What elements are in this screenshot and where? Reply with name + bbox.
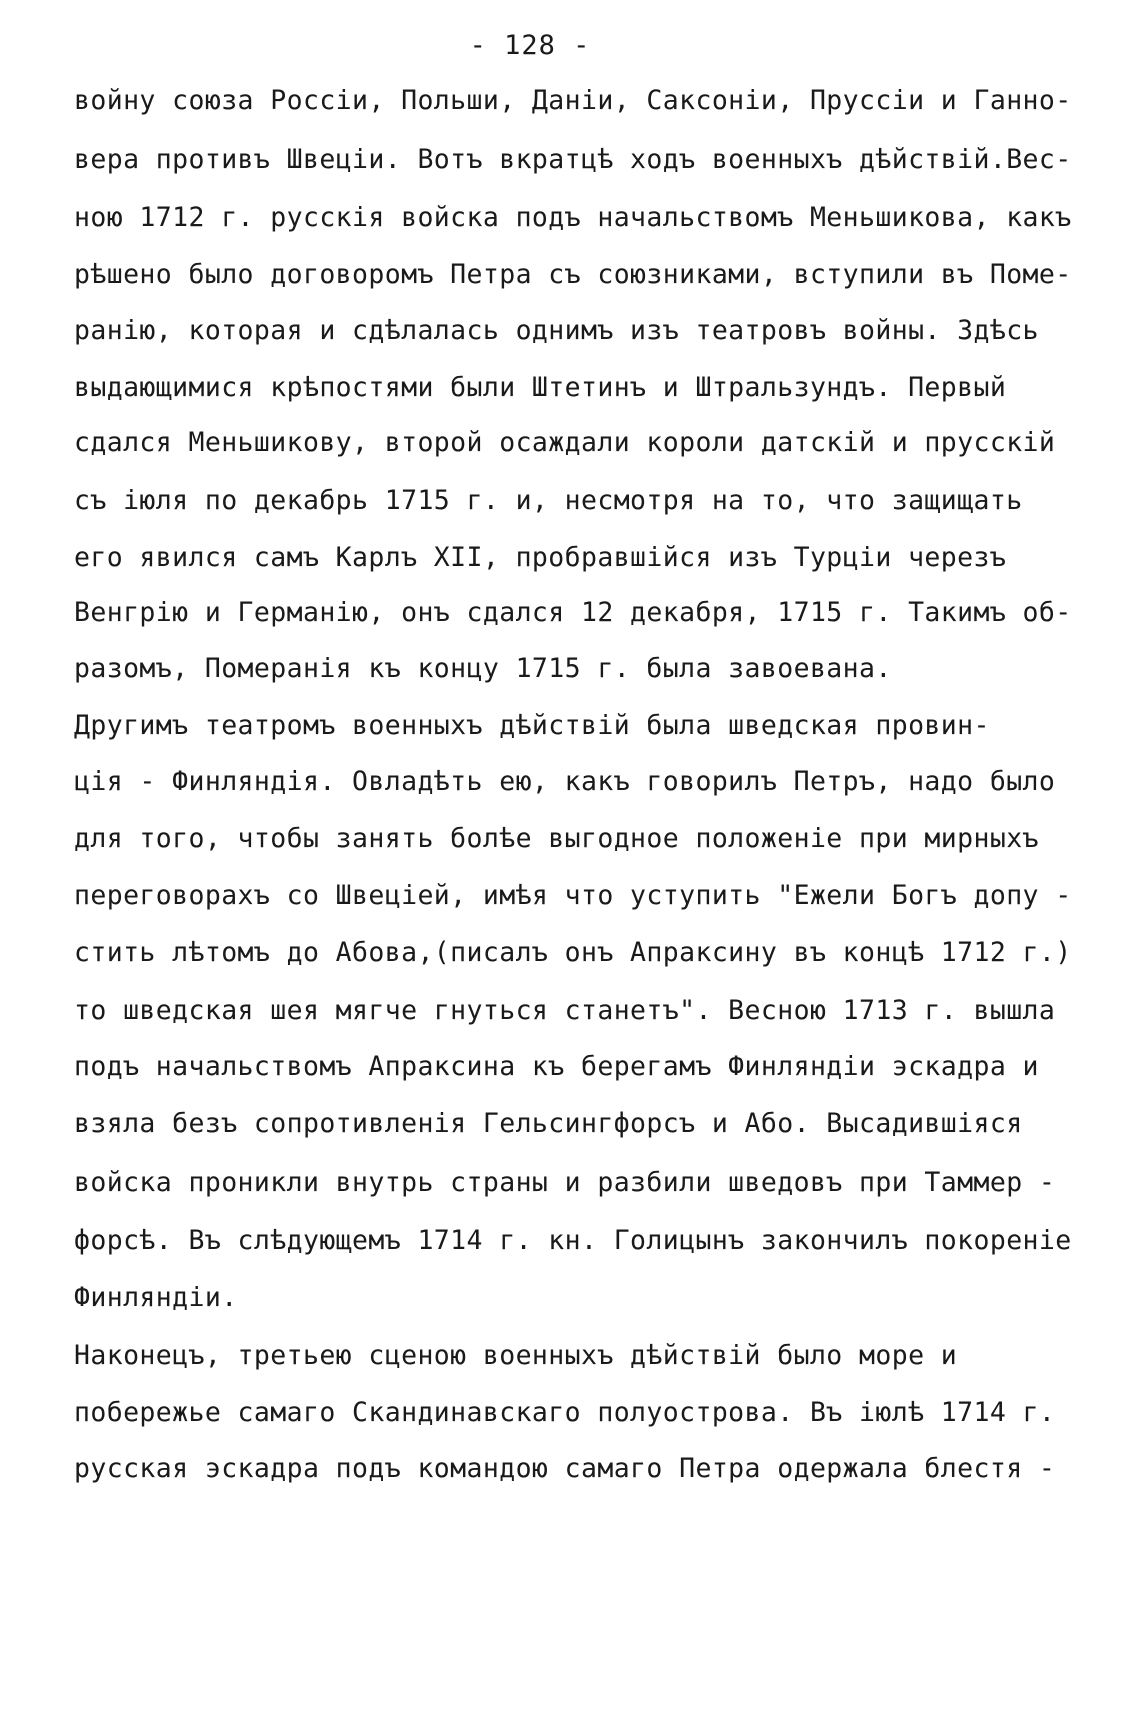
text-line: подъ начальствомъ Апраксина къ берегамъ Финляндіи эскадра и	[74, 1051, 1039, 1082]
text-line: побережье самаго Скандинавскаго полуострова. Въ іюлѣ 1714 г.	[74, 1397, 1056, 1428]
text-line: разомъ, Померанія къ концу 1715 г. была завоевана.	[74, 653, 892, 684]
text-line: вера противъ Швеціи. Вотъ вкратцѣ ходъ военныхъ дѣйствій.Вес-	[74, 144, 1072, 175]
text-line: рѣшено было договоромъ Петра съ союзниками, вступили въ Поме-	[74, 259, 1072, 290]
text-line: сдался Меньшикову, второй осаждали короли датскій и прусскій	[74, 427, 1056, 458]
text-line: то шведская шея мягче гнуться станетъ". Весною 1713 г. вышла	[74, 995, 1056, 1026]
text-line: его явился самъ Карлъ XII, пробравшійся изъ Турціи черезъ	[74, 542, 1007, 573]
text-line: ранію, которая и сдѣлалась однимъ изъ театровъ войны. Здѣсь	[74, 315, 1039, 346]
text-line: выдающимися крѣпостями были Штетинъ и Штральзундъ. Первый	[74, 372, 1007, 403]
text-line: переговорахъ со Швеціей, имѣя что уступить "Ежели Богъ допу -	[74, 880, 1072, 911]
text-line: стить лѣтомъ до Абова,(писалъ онъ Апраксину въ концѣ 1712 г.)	[74, 937, 1072, 968]
text-line: Наконецъ, третьею сценою военныхъ дѣйствій было море и	[74, 1340, 958, 1371]
text-line: съ іюля по декабрь 1715 г. и, несмотря на то, что защищать	[74, 485, 1023, 516]
text-line: ною 1712 г. русскія войска подъ начальствомъ Меньшикова, какъ	[74, 202, 1072, 233]
text-line: форсѣ. Въ слѣдующемъ 1714 г. кн. Голицынъ закончилъ покореніе	[74, 1225, 1072, 1256]
text-line: Венгрію и Германію, онъ сдался 12 декабря, 1715 г. Такимъ об-	[74, 597, 1072, 628]
text-line: Финляндіи.	[74, 1282, 238, 1313]
text-line: Другимъ театромъ военныхъ дѣйствій была шведская провин-	[74, 710, 990, 741]
text-line: войска проникли внутрь страны и разбили шведовъ при Таммер -	[74, 1167, 1056, 1198]
page-number: - 128 -	[469, 30, 591, 61]
text-line: взяла безъ сопротивленія Гельсингфорсъ и Або. Высадившіяся	[74, 1108, 1023, 1139]
text-line: для того, чтобы занять болѣе выгодное положеніе при мирныхъ	[74, 823, 1039, 854]
text-line: войну союза Россіи, Польши, Даніи, Саксоніи, Пруссіи и Ганно-	[74, 85, 1072, 116]
text-line: ція - Финляндія. Овладѣть ею, какъ говорилъ Петръ, надо было	[74, 766, 1056, 797]
text-line: русская эскадра подъ командою самаго Петра одержала блестя -	[74, 1453, 1056, 1484]
